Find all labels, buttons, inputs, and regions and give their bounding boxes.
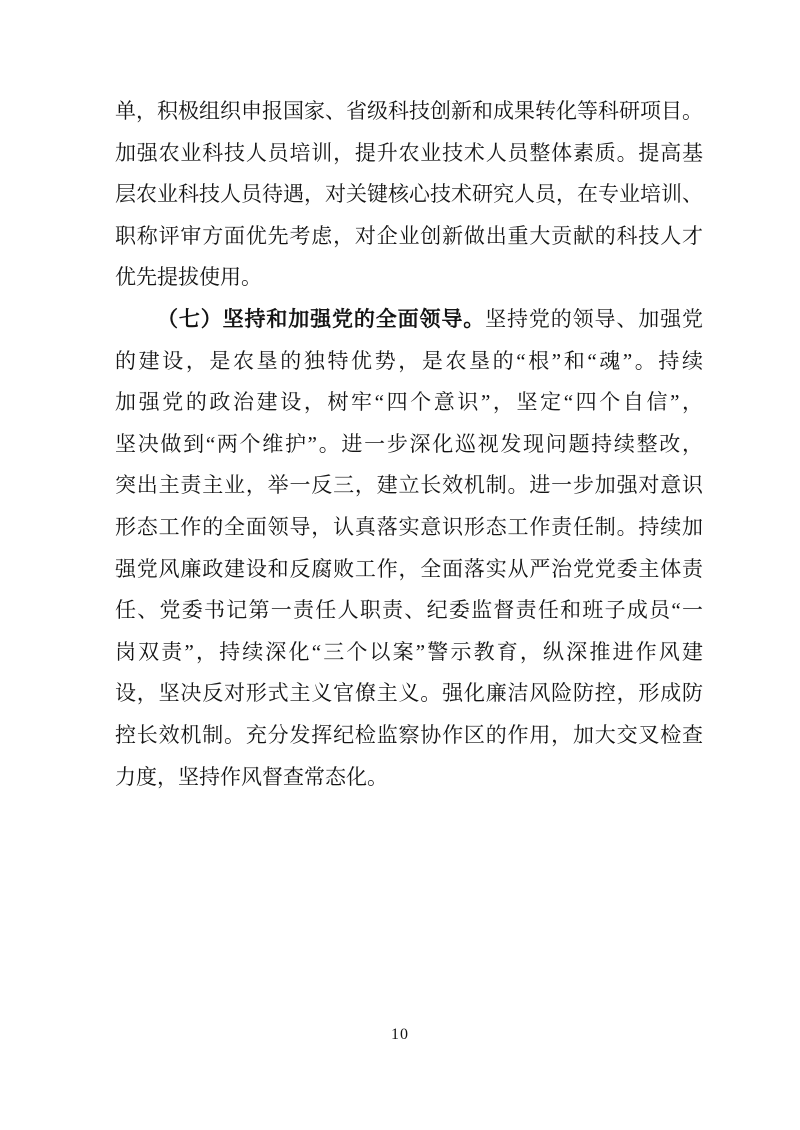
body-line: 加强农业科技人员培训，提升农业技术人员整体素质。提高基 — [115, 140, 703, 165]
body-line: 突出主责主业，举一反三，建立长效机制。进一步加强对意识 — [115, 473, 703, 498]
body-line: 任、党委书记第一责任人职责、纪委监督责任和班子成员“一 — [115, 598, 703, 623]
body-line: 的建设，是农垦的独特优势，是农垦的“根”和“魂”。持续 — [115, 348, 703, 373]
document-body — [115, 91, 703, 798]
body-line: 层农业科技人员待遇，对关键核心技术研究人员，在专业培训、 — [115, 182, 703, 207]
body-line: 职称评审方面优先考虑，对企业创新做出重大贡献的科技人才 — [115, 223, 703, 248]
body-line: 设，坚决反对形式主义官僚主义。强化廉洁风险防控，形成防 — [115, 681, 703, 706]
body-line: 单，积极组织申报国家、省级科技创新和成果转化等科研项目。 — [115, 99, 703, 123]
body-line: 形态工作的全面领导，认真落实意识形态工作责任制。持续加 — [115, 514, 703, 539]
body-line: 加强党的政治建设，树牢“四个意识”，坚定“四个自信”， — [115, 390, 703, 415]
body-line: 力度，坚持作风督查常态化。 — [115, 764, 388, 789]
page-number: 10 — [391, 1026, 409, 1043]
body-line — [115, 299, 703, 341]
section-heading: （七）坚持和加强党的全面领导。 — [157, 306, 486, 331]
body-text: 坚持党的领导、加强党 — [485, 306, 703, 331]
body-line: 坚决做到“两个维护”。进一步深化巡视发现问题持续整改， — [115, 431, 703, 456]
body-line: 控长效机制。充分发挥纪检监察协作区的作用，加大交叉检查 — [115, 722, 703, 747]
body-line: 岗双责”，持续深化“三个以案”警示教育，纵深推进作风建 — [115, 639, 703, 664]
body-line: 强党风廉政建设和反腐败工作，全面落实从严治党党委主体责 — [115, 556, 703, 581]
body-line: 优先提拔使用。 — [115, 265, 262, 290]
